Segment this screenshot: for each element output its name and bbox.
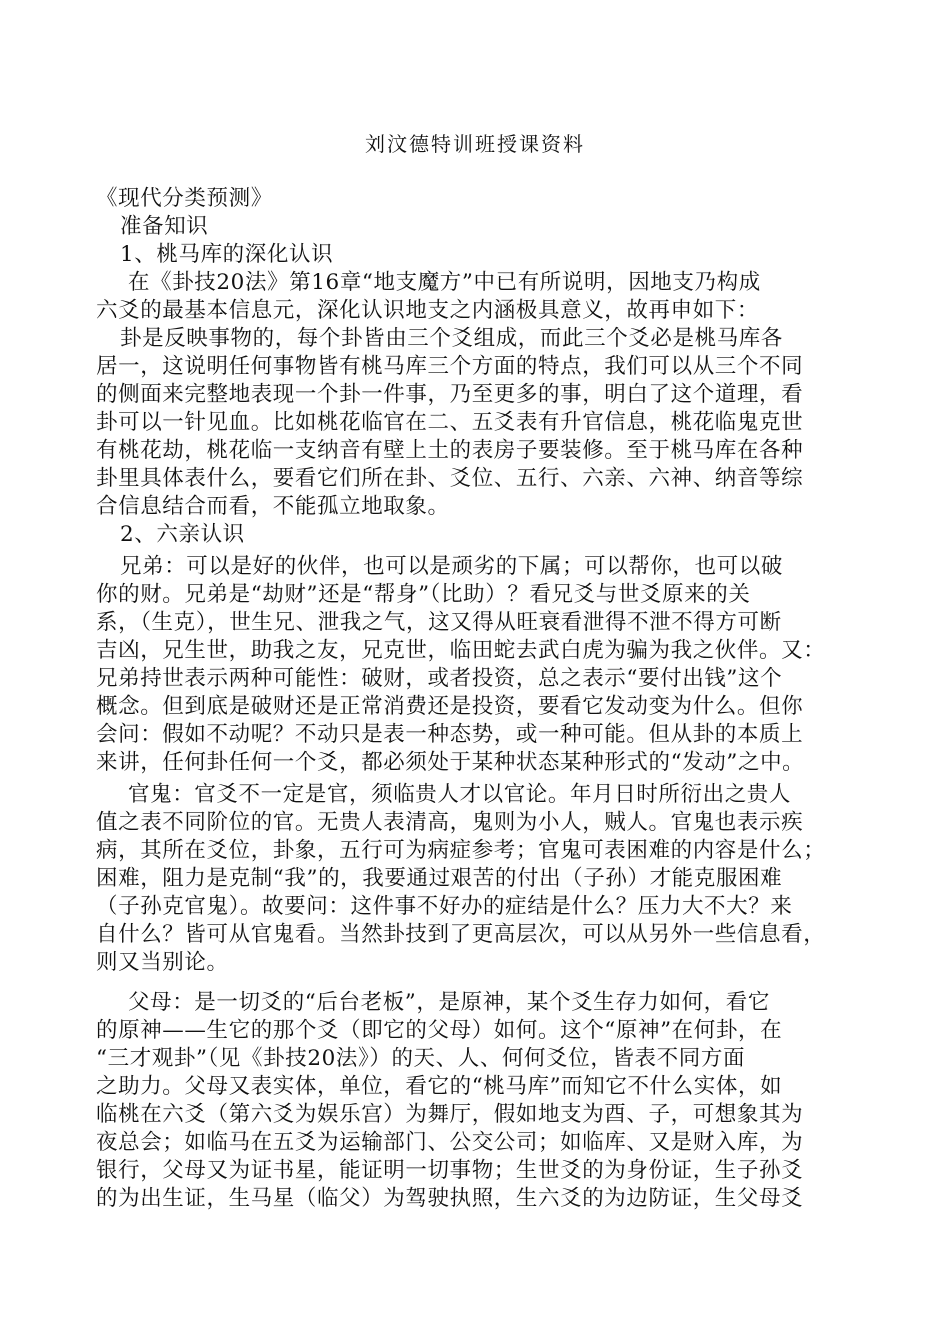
paragraph-line: 卦是反映事物的，每个卦皆由三个爻组成，而此三个爻必是桃马库各	[120, 326, 784, 351]
paragraph-line: 官鬼：官爻不一定是官，须临贵人才以官论。年月日时所衍出之贵人	[128, 782, 792, 807]
paragraph-line: 概念。但到底是破财还是正常消费还是投资，要看它发动变为什么。但你	[96, 694, 804, 719]
paragraph-line: 的侧面来完整地表现一个卦一件事，乃至更多的事，明白了这个道理，看	[96, 382, 804, 407]
paragraph-line: 自什么？皆可从官鬼看。当然卦技到了更高层次，可以从另外一些信息看，	[96, 922, 826, 947]
paragraph-line: 值之表不同阶位的官。无贵人表清高，鬼则为小人，贼人。官鬼也表示疾	[96, 810, 804, 835]
paragraph-line: 兄弟持世表示两种可能性：破财，或者投资，总之表示“要付出钱”这个	[96, 666, 783, 691]
paragraph-line: 居一，这说明任何事物皆有桃马库三个方面的特点，我们可以从三个不同	[96, 354, 804, 379]
paragraph-line: 在《卦技20法》第16章“地支魔方”中已有所说明，因地支乃构成	[128, 270, 761, 295]
subsection-heading: 1、桃马库的深化认识	[120, 242, 334, 267]
paragraph-line: 的为出生证，生马星（临父）为驾驶执照，生六爻的为边防证，生父母爻	[96, 1186, 804, 1211]
paragraph-line: 有桃花劫，桃花临一支纳音有壁上土的表房子要装修。至于桃马库在各种	[96, 438, 804, 463]
paragraph-line: 合信息结合而看，不能孤立地取象。	[96, 494, 450, 519]
paragraph-line: 会问：假如不动呢？不动只是表一种态势，或一种可能。但从卦的本质上	[96, 722, 804, 747]
paragraph-line: 吉凶，兄生世，助我之友，兄克世，临田蛇去武白虎为骗为我之伙伴。又：	[96, 638, 826, 663]
paragraph-line: 之助力。父母又表实体，单位，看它的“桃马库”而知它不什么实体，如	[96, 1074, 783, 1099]
paragraph-line: 来讲，任何卦任何一个爻，都必须处于某种状态某种形式的“发动”之中。	[96, 750, 805, 775]
paragraph-line: 系，（生克），世生兄、泄我之气，这又得从旺衰看泄得不泄不得方可断	[96, 610, 782, 635]
paragraph-line: 卦可以一针见血。比如桃花临官在二、五爻表有升官信息，桃花临鬼克世	[96, 410, 804, 435]
paragraph-line: 卦里具体表什么，要看它们所在卦、爻位、五行、六亲、六神、纳音等综	[96, 466, 804, 491]
paragraph-line: 父母：是一切爻的“后台老板”，是原神，某个爻生存力如何，看它	[128, 990, 770, 1015]
paragraph-line: （子孙克官鬼）。故要问：这件事不好办的症结是什么？压力大不大？来	[96, 894, 793, 919]
section-heading: 准备知识	[120, 214, 209, 239]
paragraph-line: 六爻的最基本信息元，深化认识地支之内涵极具意义，故再申如下：	[96, 298, 760, 323]
subsection-heading: 2、六亲认识	[120, 522, 245, 547]
paragraph-line: 银行，父母又为证书星，能证明一切事物；生世爻的为身份证，生子孙爻	[96, 1158, 804, 1183]
document-title: 刘汶德特训班授课资料	[365, 132, 585, 156]
paragraph-line: 兄弟：可以是好的伙伴，也可以是顽劣的下属；可以帮你，也可以破	[120, 554, 784, 579]
paragraph-line: 则又当别论。	[96, 950, 229, 975]
paragraph-line: 的原神——生它的那个爻（即它的父母）如何。这个“原神”在何卦，在	[96, 1018, 783, 1043]
paragraph-line: 病，其所在爻位，卦象，五行可为病症参考；官鬼可表困难的内容是什么；	[96, 838, 826, 863]
paragraph-line: 夜总会；如临马在五爻为运输部门、公交公司；如临库、又是财入库，为	[96, 1130, 804, 1155]
paragraph-line: 临桃在六爻（第六爻为娱乐宫）为舞厅，假如地支为酉、子，可想象其为	[96, 1102, 804, 1127]
book-title: 《现代分类预测》	[96, 186, 273, 211]
paragraph-line: “三才观卦”（见《卦技20法》）的天、人、何何爻位，皆表不同方面	[96, 1046, 746, 1071]
paragraph-line: 你的财。兄弟是“劫财”还是“帮身”（比助）？看兄爻与世爻原来的关	[96, 582, 751, 607]
paragraph-line: 困难，阻力是克制“我”的，我要通过艰苦的付出（子孙）才能克服困难	[96, 866, 783, 891]
